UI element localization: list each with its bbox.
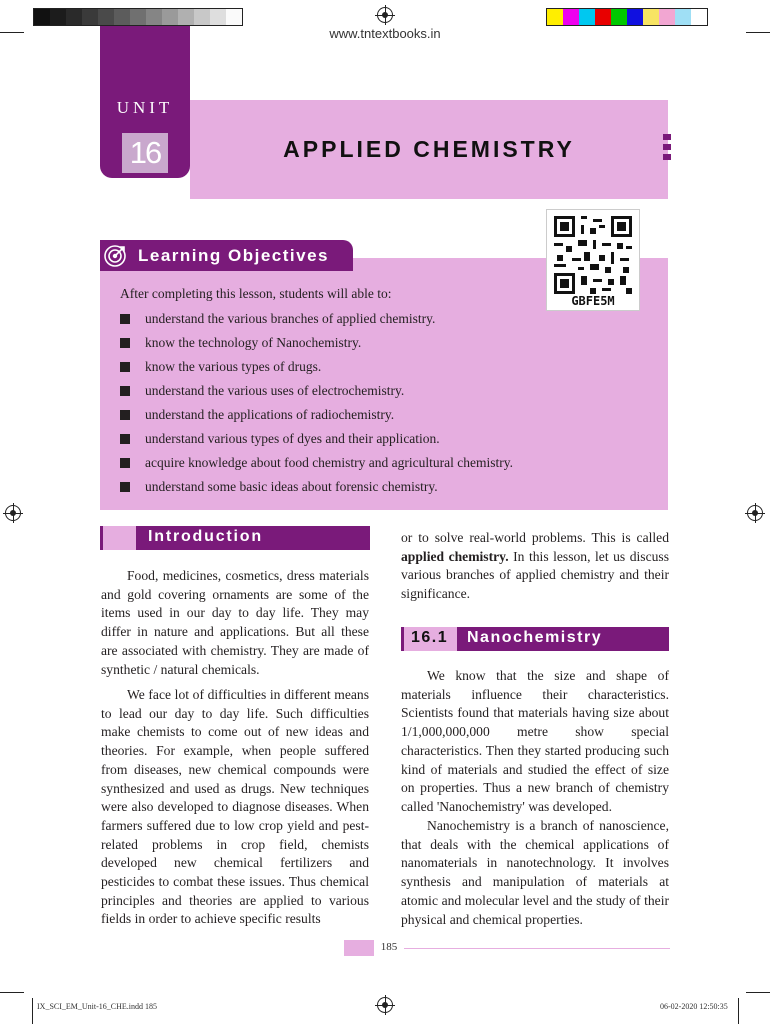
- introduction-paragraph-2: [101, 686, 369, 929]
- list-item: [120, 455, 513, 479]
- square-bullet-icon: [120, 410, 130, 420]
- qr-code[interactable]: [546, 209, 640, 311]
- registration-mark-icon: [5, 505, 21, 521]
- square-bullet-icon: [120, 386, 130, 396]
- objective-text: understand various types of dyes and their application.: [145, 431, 440, 446]
- objective-text: understand some basic ideas about forensic chemistry.: [145, 479, 438, 494]
- learning-objectives-title: Learning Objectives: [138, 246, 329, 265]
- objectives-intro: After completing this lesson, students will able to:: [120, 286, 392, 301]
- square-bullet-icon: [120, 458, 130, 468]
- objectives-list: [120, 311, 513, 503]
- side-marks: [663, 134, 671, 164]
- square-bullet-icon: [120, 434, 130, 444]
- paragraph: We know that the size and shape of materials influence their characteristics. Scientists found that materials having size about 1/1,000,000,000 metre show special characteristics. Then they started producing such kind of materials and studied the effect of size on properties. Thus a new branch of chemistry called 'Nanochemistry' was developed.: [401, 668, 669, 814]
- objective-text: understand the various uses of electrochemistry.: [145, 383, 405, 398]
- registration-mark-icon: [377, 7, 393, 23]
- timestamp-slug: 06-02-2020 12:50:35: [660, 1002, 728, 1011]
- text-run: or to solve real-world problems. This is called: [401, 530, 669, 545]
- grayscale-calibration-bar: [33, 8, 243, 26]
- unit-label: UNIT: [116, 98, 174, 117]
- page-title: APPLIED CHEMISTRY: [283, 136, 575, 162]
- objective-text: know the various types of drugs.: [145, 359, 322, 374]
- paragraph: [401, 529, 669, 604]
- bold-term: applied chemistry.: [401, 548, 509, 564]
- qr-code-icon: [554, 216, 632, 294]
- list-item: [120, 359, 513, 383]
- introduction-heading-text: Introduction: [148, 528, 263, 545]
- nanochemistry-paragraph-1: [401, 667, 669, 817]
- registration-mark-icon: [377, 997, 393, 1013]
- page-number: 185: [380, 941, 398, 953]
- introduction-continued: [401, 529, 669, 604]
- nanochemistry-heading: [401, 627, 669, 651]
- crop-mark: [32, 998, 33, 1024]
- introduction-heading: [100, 526, 370, 550]
- page-number-strip: [344, 940, 670, 956]
- crop-mark: [738, 998, 739, 1024]
- section-number: 16.1: [411, 629, 449, 646]
- unit-number: 16: [122, 133, 168, 173]
- nanochemistry-paragraph-2: [401, 817, 669, 929]
- list-item: [120, 479, 513, 503]
- target-icon: [104, 245, 126, 267]
- site-url: www.tntextbooks.in: [329, 26, 441, 41]
- list-item: [120, 311, 513, 335]
- paragraph: Food, medicines, cosmetics, dress materials and gold covering ornaments are some of the items used in our day to day life. They may differ in nature and applications. But all these are associated with chemistry. They are made of synthetic / natural chemicals.: [101, 568, 369, 677]
- text-run: In this lesson, let us discuss various branches of applied chemistry and their significance.: [401, 548, 669, 602]
- objective-text: know the technology of Nanochemistry.: [145, 335, 362, 350]
- list-item: [120, 383, 513, 407]
- registration-mark-icon: [747, 505, 763, 521]
- square-bullet-icon: [120, 482, 130, 492]
- paragraph: Nanochemistry is a branch of nanoscience, that deals with the chemical applications of nanomaterials in nanotechnology. It involves synthesis and manipulation of materials at atomic and molecular level and the study of their physical and chemical properties.: [401, 818, 669, 927]
- objective-text: understand the applications of radiochemistry.: [145, 407, 395, 422]
- color-calibration-bar: [546, 8, 708, 26]
- list-item: [120, 335, 513, 359]
- crop-mark: [0, 992, 24, 993]
- objective-text: understand the various branches of applied chemistry.: [145, 311, 436, 326]
- list-item: [120, 431, 513, 455]
- square-bullet-icon: [120, 338, 130, 348]
- file-slug: IX_SCI_EM_Unit-16_CHE.indd 185: [37, 1002, 157, 1011]
- qr-caption: GBFE5M: [571, 294, 615, 308]
- objective-text: acquire knowledge about food chemistry and agricultural chemistry.: [145, 455, 514, 470]
- paragraph: We face lot of difficulties in different means to lead our day to day life. Such difficulties make chemists to come out of new ideas and theories. For example, when people suffered from diseases, new chemical compounds were synthesized and used as drugs. New techniques were also developed to diagnose diseases. When farmers suffered due to low crop yield and pest-related problems in crop field, chemists developed new chemical fertilizers and pesticides to combat these issues. Thus chemical principles and theories are applied to various fields in order to achieve specific results: [101, 687, 369, 927]
- crop-mark: [746, 992, 770, 993]
- square-bullet-icon: [120, 362, 130, 372]
- square-bullet-icon: [120, 314, 130, 324]
- introduction-paragraph-1: [101, 567, 369, 679]
- list-item: [120, 407, 513, 431]
- section-title: Nanochemistry: [467, 629, 603, 646]
